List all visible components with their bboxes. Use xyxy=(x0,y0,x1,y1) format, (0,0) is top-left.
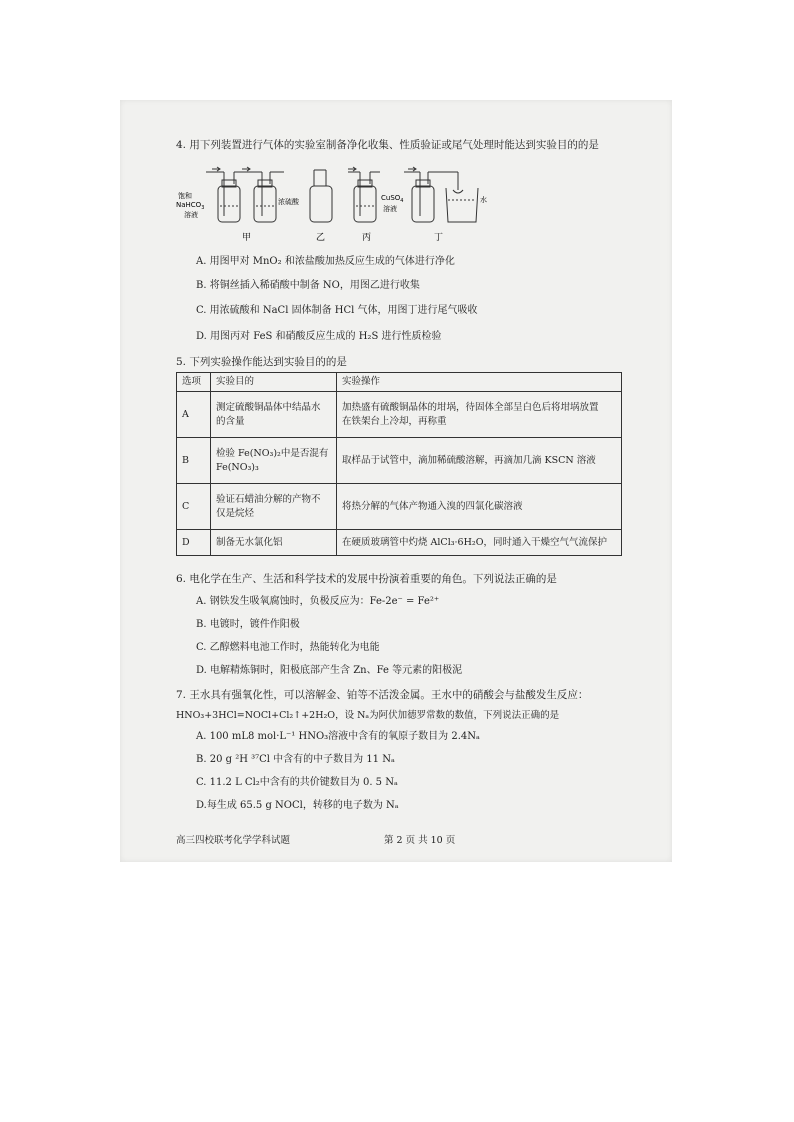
row-c-purpose: 验证石蜡油分解的产物不 仅是烷烃 xyxy=(211,484,337,530)
q7-stem: 7. 王水具有强氧化性，可以溶解金、铂等不活泼金属。王水中的硝酸会与盐酸发生反应： xyxy=(176,689,589,701)
apparatus-yi xyxy=(310,170,332,222)
q7-stem-equation: HNO₃+3HCl=NOCl+Cl₂↑+2H₂O，设 Nₐ为阿伏加德罗常数的数值，下列说法正确的是 xyxy=(176,710,560,721)
header-purpose: 实验目的 xyxy=(211,373,337,392)
svg-text:CuSO4: CuSO$_4$ xyxy=(381,194,404,204)
q4-apparatus-figure xyxy=(176,160,506,246)
row-c-operation: 将热分解的气体产物通入溴的四氯化碳溶液 xyxy=(337,484,622,530)
q4-option-a: A. 用图甲对 MnO₂ 和浓盐酸加热反应生成的气体进行净化 xyxy=(196,256,455,267)
label-bing: 丙 xyxy=(362,233,372,243)
q6-stem: 6. 电化学在生产、生活和科学技术的发展中扮演着重要的角色。下列说法正确的是 xyxy=(176,573,557,585)
table-row xyxy=(177,484,622,530)
q6-option-c: C. 乙醇燃料电池工作时，热能转化为电能 xyxy=(196,642,380,653)
label-nahco3-2: NaHCO xyxy=(176,201,202,209)
q7-option-a: A. 100 mL8 mol·L⁻¹ HNO₃溶液中含有的氧原子数目为 2.4Nₐ xyxy=(196,731,480,742)
svg-text:NaHCO3: NaHCO$_3$ xyxy=(176,201,205,211)
q5-stem: 5. 下列实验操作能达到实验目的的是 xyxy=(176,356,347,368)
q7-option-d: D.每生成 65.5 g NOCl，转移的电子数为 Nₐ xyxy=(196,800,399,811)
label-yi: 乙 xyxy=(316,233,326,243)
apparatus-jia xyxy=(206,167,284,222)
q4-option-b: B. 将铜丝插入稀硝酸中制备 NO，用图乙进行收集 xyxy=(196,280,420,291)
apparatus-bing xyxy=(348,167,380,222)
apparatus-ding xyxy=(404,167,478,222)
row-d-option: D xyxy=(177,530,211,556)
row-a-option: A xyxy=(177,392,211,438)
label-cuso4-1: CuSO xyxy=(381,194,401,202)
row-d-operation: 在硬质玻璃管中灼烧 AlCl₃·6H₂O，同时通入干燥空气气流保护 xyxy=(337,530,622,556)
row-a-operation: 加热盛有硫酸铜晶体的坩埚，待固体全部呈白色后将坩埚放置 在铁架台上冷却，再称重 xyxy=(337,392,622,438)
label-water: 水 xyxy=(480,196,487,204)
row-c-option: C xyxy=(177,484,211,530)
label-jia: 甲 xyxy=(242,233,252,243)
q4-option-c: C. 用浓硫酸和 NaCl 固体制备 HCl 气体，用图丁进行尾气吸收 xyxy=(196,305,478,316)
q6-option-d: D. 电解精炼铜时，阳极底部产生含 Zn、Fe 等元素的阳极泥 xyxy=(196,665,463,676)
label-nahco3-3: 溶液 xyxy=(184,211,198,219)
q5-table xyxy=(176,372,622,556)
footer-page-number: 第 2 页 共 10 页 xyxy=(384,835,456,846)
table-row xyxy=(177,530,622,556)
header-operation: 实验操作 xyxy=(337,373,622,392)
footer-exam-title: 高三四校联考化学学科试题 xyxy=(176,835,291,846)
table-row xyxy=(177,392,622,438)
row-b-operation: 取样品于试管中，滴加稀硫酸溶解，再滴加几滴 KSCN 溶液 xyxy=(337,438,622,484)
row-a-purpose: 测定硫酸铜晶体中结晶水 的含量 xyxy=(211,392,337,438)
header-option: 选项 xyxy=(177,373,211,392)
table-row xyxy=(177,438,622,484)
label-ding: 丁 xyxy=(434,233,444,243)
q4-stem: 4. 用下列装置进行气体的实验室制备净化收集、性质验证或尾气处理时能达到实验目的的是 xyxy=(176,139,599,151)
label-nahco3-1: 饱和 xyxy=(178,192,192,200)
row-d-purpose: 制备无水氯化铝 xyxy=(211,530,337,556)
q7-option-c: C. 11.2 L Cl₂中含有的共价键数目为 0. 5 Nₐ xyxy=(196,777,398,788)
label-cuso4-2: 溶液 xyxy=(383,205,397,213)
row-b-option: B xyxy=(177,438,211,484)
q6-option-a: A. 钢铁发生吸氧腐蚀时，负极反应为：Fe-2e⁻ = Fe²⁺ xyxy=(196,596,440,607)
q7-option-b: B. 20 g ²H ³⁷Cl 中含有的中子数目为 11 Nₐ xyxy=(196,754,395,765)
q6-option-b: B. 电镀时，镀件作阳极 xyxy=(196,619,300,630)
q4-option-d: D. 用图丙对 FeS 和硝酸反应生成的 H₂S 进行性质检验 xyxy=(196,331,442,342)
table-header-row xyxy=(177,373,622,392)
row-b-purpose: 检验 Fe(NO₃)₂中是否混有 Fe(NO₃)₃ xyxy=(211,438,337,484)
label-h2so4: 浓硫酸 xyxy=(278,198,299,206)
